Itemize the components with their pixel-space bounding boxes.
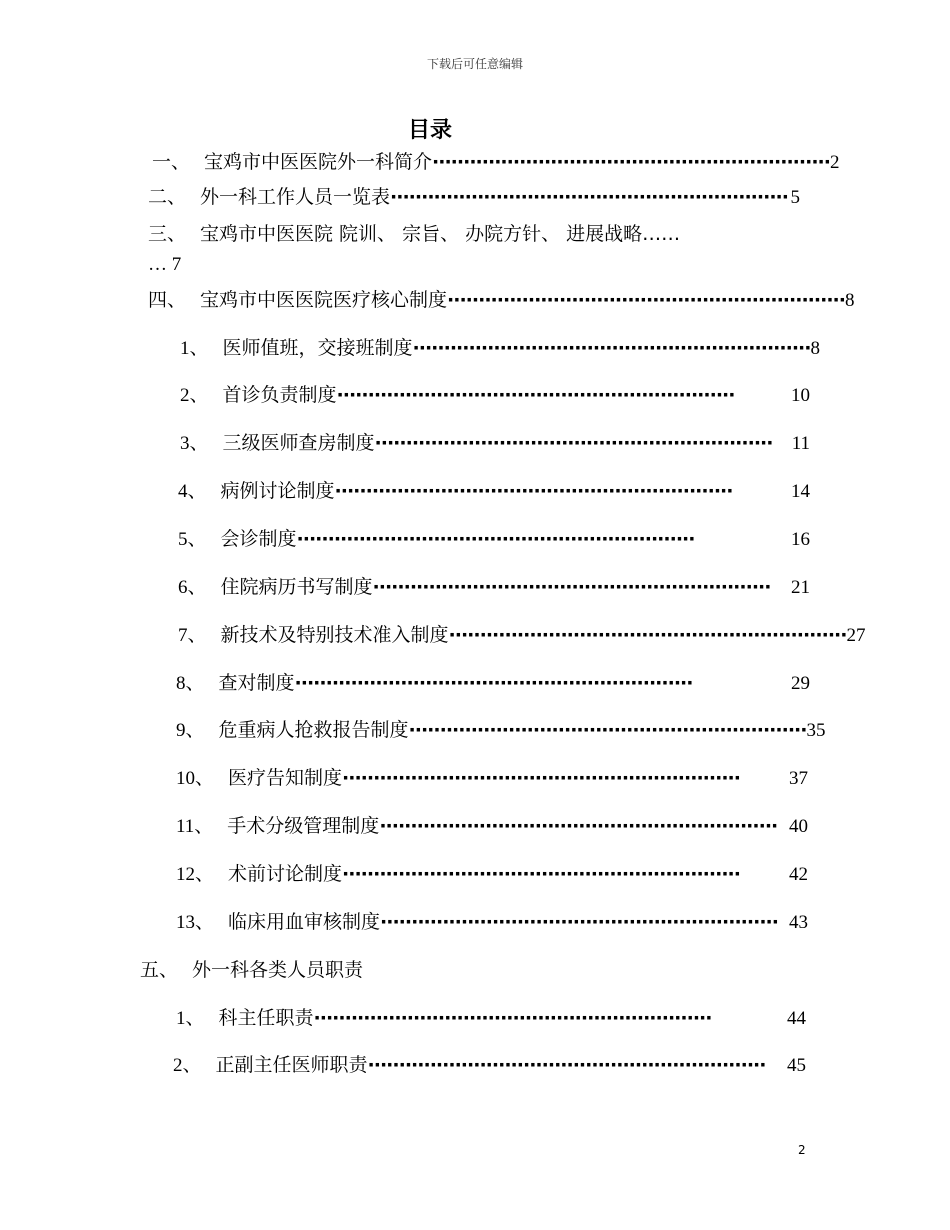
toc-entry-text: 三级医师查房制度 [222, 432, 375, 454]
toc-entry-number: 二、 [148, 187, 187, 208]
toc-entry-2 [148, 185, 800, 210]
toc-entry-3 [148, 222, 812, 247]
toc-entry-5 [140, 958, 540, 983]
toc-leader-dots: ································································ [294, 672, 693, 694]
toc-entry-number: 四、 [148, 290, 187, 311]
toc-entry-4-6 [178, 575, 810, 600]
toc-entry-page: 5 [790, 187, 800, 208]
toc-entry-number: 一、 [152, 152, 191, 173]
toc-entry-text: 病例讨论制度 [220, 480, 335, 502]
toc-entry-3-continued [148, 253, 248, 277]
toc-entry-number: 2、 [180, 385, 209, 406]
page-number: 2 [798, 1143, 806, 1157]
toc-entry-number: 13、 [176, 912, 215, 933]
toc-entry-page: 44 [787, 1008, 806, 1029]
toc-entry-page: 14 [791, 481, 810, 502]
toc-entry-text: 宝鸡市中医医院外一科简介 [204, 151, 433, 173]
toc-entry-text: 查对制度 [218, 672, 295, 694]
toc-entry-text: 会诊制度 [220, 528, 297, 550]
toc-entry-text: 术前讨论制度 [228, 863, 343, 885]
toc-entry-4-13 [176, 910, 808, 935]
toc-entry-text: 住院病历书写制度 [220, 576, 373, 598]
toc-entry-text: 医师值班，交接班制度 [222, 337, 413, 359]
toc-entry-number: 2、 [173, 1055, 202, 1076]
toc-leader-dots: ································································ [412, 337, 811, 359]
toc-entry-text: 首诊负责制度 [222, 384, 337, 406]
toc-entry-5-2 [173, 1053, 806, 1078]
toc-leader-dots: ································································ [448, 624, 847, 646]
toc-entry-page: 8 [844, 290, 855, 311]
toc-leader-dots: ································································ [334, 480, 733, 502]
header-note: 下载后可任意编辑 [426, 57, 523, 71]
toc-entry-text: 外一科各类人员职责 [192, 959, 364, 981]
toc-entry-number: 1、 [176, 1008, 205, 1029]
toc-entry-page: 11 [791, 433, 810, 454]
toc-entry-number: 5、 [178, 529, 207, 550]
toc-entry-4-3 [180, 431, 810, 456]
toc-entry-4-4 [178, 479, 810, 504]
toc-entry-page: … 7 [148, 254, 182, 275]
toc-entry-number: 8、 [176, 673, 205, 694]
toc-entry-number: 7、 [178, 625, 207, 646]
toc-leader-dots: ································································ [408, 719, 807, 741]
toc-entry-4-5 [178, 527, 810, 552]
toc-leader-dots: ································································ [447, 289, 845, 311]
toc-leader-dots: ································································ [372, 576, 771, 598]
toc-entry-1 [152, 150, 840, 175]
toc-entry-page: 42 [789, 864, 808, 885]
toc-entry-page: 29 [791, 673, 810, 694]
toc-title: 目录 [407, 118, 452, 143]
toc-leader-dots: ································································ [313, 1007, 712, 1029]
toc-entry-4-2 [180, 383, 810, 408]
toc-entry-text: 科主任职责 [218, 1007, 314, 1029]
toc-entry-text: 手术分级管理制度 [227, 815, 380, 837]
toc-entry-4 [148, 288, 855, 313]
toc-entry-number: 4、 [178, 481, 207, 502]
toc-entry-page: 21 [791, 577, 810, 598]
toc-entry-page: 2 [829, 152, 840, 173]
toc-entry-4-8 [176, 671, 810, 696]
toc-leader-dots: ································································ [432, 151, 830, 173]
toc-entry-text: 医疗告知制度 [228, 767, 343, 789]
toc-entry-text: 新技术及特别技术准入制度 [220, 624, 449, 646]
toc-entry-page: 43 [789, 912, 808, 933]
toc-entry-page: 45 [787, 1055, 806, 1076]
toc-entry-4-12 [176, 862, 808, 887]
toc-entry-text: 正副主任医师职责 [215, 1054, 368, 1076]
toc-entry-page: 40 [789, 816, 808, 837]
toc-leader-dots: ································································ [367, 1054, 766, 1076]
toc-entry-5-1 [176, 1006, 806, 1031]
toc-entry-number: 11、 [176, 816, 214, 837]
toc-entry-page: 8 [810, 338, 820, 359]
toc-entry-number: 6、 [178, 577, 207, 598]
toc-entry-text: 外一科工作人员一览表 [200, 186, 391, 208]
toc-leader-dots: ································································ [342, 863, 740, 885]
toc-entry-4-1 [180, 336, 820, 361]
toc-entry-4-10 [176, 766, 808, 791]
toc-leader-dots: ································································ [296, 528, 695, 550]
toc-leader-dots: ································································ [342, 767, 740, 789]
toc-entry-page: 35 [806, 720, 826, 741]
toc-leader-dots: ································································ [374, 432, 773, 454]
toc-entry-page: 27 [846, 625, 866, 646]
toc-entry-number: 三、 [148, 224, 187, 245]
toc-entry-number: 五、 [140, 960, 179, 981]
toc-entry-page: 16 [791, 529, 810, 550]
toc-leader-dots: ································································ [380, 911, 778, 933]
toc-entry-number: 10、 [176, 768, 215, 789]
toc-entry-number: 12、 [176, 864, 215, 885]
toc-entry-text: 危重病人抢救报告制度 [218, 719, 409, 741]
toc-entry-4-11 [176, 814, 808, 839]
toc-entry-number: 3、 [180, 433, 209, 454]
toc-leader-dots: ································································ [379, 815, 778, 837]
toc-leader-dots: ································································ [336, 384, 735, 406]
toc-entry-number: 9、 [176, 720, 205, 741]
toc-entry-text: 宝鸡市中医医院医疗核心制度 [200, 289, 448, 311]
toc-leader-dots: ································································ [390, 186, 788, 208]
toc-entry-text: 临床用血审核制度 [228, 911, 381, 933]
toc-entry-text: 宝鸡市中医医院 院训、 宗旨、 办院方针、 进展战略…… [200, 223, 681, 245]
toc-entry-4-7 [178, 623, 866, 648]
toc-entry-page: 10 [791, 385, 810, 406]
toc-entry-number: 1、 [180, 338, 209, 359]
toc-entry-page: 37 [789, 768, 808, 789]
toc-entry-4-9 [176, 718, 826, 743]
